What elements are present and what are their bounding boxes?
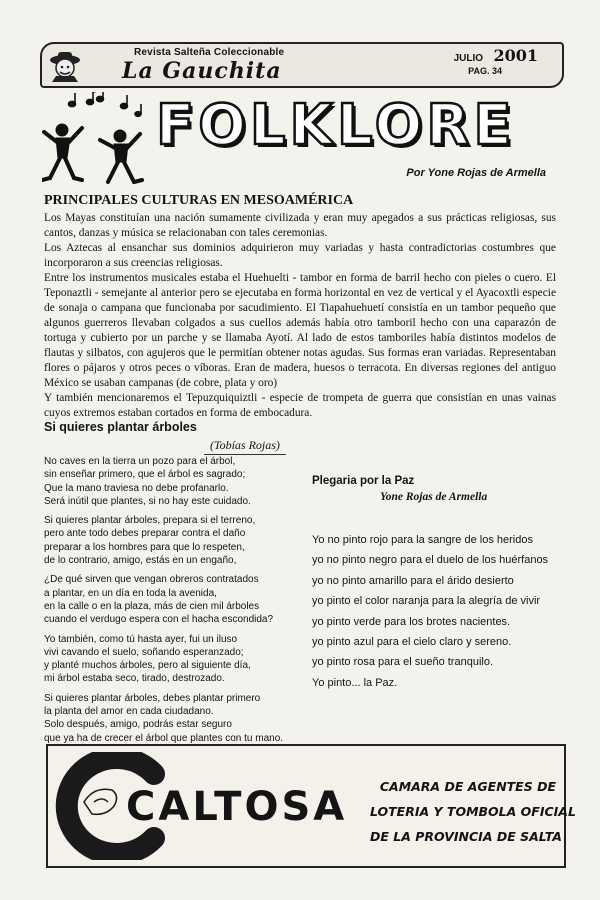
poem-stanza: [44, 633, 312, 686]
poem-line: Yo pinto... la Paz.: [312, 676, 398, 689]
poem-line: vivi cavando el suelo, soñando esperanzado;: [44, 646, 244, 658]
poem-line: a plantar, en un día en toda la avenida,: [44, 587, 217, 599]
sponsor-ad: [46, 744, 576, 868]
dancing-figures-icon: [42, 92, 162, 187]
magazine-title: La Gauchita: [122, 58, 282, 84]
poem1-title: Si quieres plantar árboles: [44, 420, 197, 434]
poem-line: yo pinto el color naranja para la alegría de vivir: [312, 595, 541, 608]
poem-line: sin enseñar primero, que el árbol es sagrado;: [44, 469, 246, 481]
poem-line: mi árbol estaba seco, tirado, destrozado.: [44, 673, 225, 685]
caltosa-logo-text: CALTOSA: [126, 784, 348, 830]
poem1-body: [44, 455, 312, 751]
poem2-body: [312, 530, 564, 693]
poem-line: yo pinto azul para el cielo claro y sereno.: [312, 636, 512, 649]
poem-line: Si quieres plantar árboles, prepara si el terreno,: [44, 515, 256, 527]
article-paragraph: Los Mayas constituían una nación sumamente civilizada y eran muy apegados a sus prácticas religiosas, sus cantos, danzas y música se relacionaban con tales ceremonias.: [44, 212, 556, 239]
poem2-title: Plegaria por la Paz: [312, 475, 415, 487]
article-paragraph: Entre los instrumentos musicales estaba el Huehuelti - tambor en forma de barril hecho con pieles o cuero. El Teponaztli - semejante al anterior pero se ejecutaba en forma horizontal en vez de vertical y el Ayacoxtli especie de sonaja o campana que funcionaba por sacudimiento. El Tiapahuehuetí consistía en un tambor pequeño que algunos guerreros llevaban colgados a sus cuellos además había otro tamboril hecho con una caparazón de tortuga y cubierto por un parche y se llamaba Ayotí. Al lado de estos tamboriles había distintos modelos de flautas y silbatos, con agujeros que le permitían obtener notas agudas. Sus formas eran variadas. Representaban flores o pájaros y otros peces o víboras. Eran de madera, huesos o terracota. En diversas regiones del antiguo México se usaban campanas (de cobre, plata y oro): [44, 272, 556, 389]
poem2-author: Yone Rojas de Armella: [380, 491, 488, 503]
poem-line: yo no pinto amarillo para el árido desierto: [312, 574, 514, 587]
poem-line: yo pinto rosa para el sueño tranquilo.: [312, 656, 494, 669]
gaucho-mascot-icon: [48, 48, 82, 82]
poem-line: de lo contrario, amigo, estás en un engaño,: [44, 555, 237, 567]
poem-line: y planté muchos árboles, pero al siguiente día,: [44, 660, 251, 672]
issue-year: 2001: [493, 46, 538, 65]
ad-line: CAMARA DE AGENTES DE: [379, 779, 556, 794]
article-paragraph: Y también mencionaremos el Tepuzquiquiztli - especie de trompeta de guerra que consistían en unas vainas cuyos extremos estaban cortados en forma de embocadura.: [44, 392, 556, 419]
poem-line: Solo después, amigo, podrás estar seguro: [44, 719, 232, 731]
ad-text: [370, 774, 576, 849]
poem-line: ¿De qué sirven que vengan obreros contratados: [44, 574, 259, 586]
poem-stanza: [44, 573, 312, 626]
issue-month: JULIO: [453, 53, 484, 64]
poem-line: preparar a los hombres para que lo respeten,: [44, 541, 245, 553]
article-heading: PRINCIPALES CULTURAS EN MESOAMÉRICA: [44, 193, 354, 208]
poem1-author: (Tobías Rojas): [210, 438, 280, 452]
poem-line: Que la mano traviesa no debe profanarlo.: [44, 482, 229, 494]
poem-line: pero ante todo debes preparar contra el daño: [44, 528, 246, 540]
poem-line: Yo también, como tú hasta ayer, fui un iluso: [44, 633, 238, 645]
poem-line: yo pinto verde para los brotes nacientes.: [312, 615, 511, 628]
page-number: PAG. 34: [468, 66, 502, 76]
poem-line: Si quieres plantar árboles, debes plantar primero: [44, 692, 261, 704]
poem-line: cuando el verdugo espera con el hacha escondida?: [44, 614, 274, 626]
poem-line: que ya ha de crecer el árbol que plantes con tu mano.: [44, 732, 284, 744]
ad-line: DE LA PROVINCIA DE SALTA: [370, 829, 562, 844]
article-paragraph: Los Aztecas al ensanchar sus dominios adquirieron muy variadas y hasta contradictorias costumbres que incorporaron a sus creencias religiosas.: [44, 242, 556, 269]
section-title: FOLKLORE: [156, 93, 516, 158]
poem-line: No caves en la tierra un pozo para el árbol,: [44, 456, 236, 467]
issue-date: [454, 46, 538, 66]
poem-line: Yo no pinto rojo para la sangre de los heridos: [312, 534, 533, 546]
poem-line: en la calle o en la plaza, más de cien mil árboles: [44, 600, 260, 612]
poem-line: yo no pinto negro para el duelo de los huérfanos: [312, 554, 549, 567]
ad-line: LOTERIA Y TOMBOLA OFICIAL: [370, 804, 576, 819]
poem-line: Será inútil que plantes, si no hay este cuidado.: [44, 495, 251, 507]
poem-stanza: [44, 692, 312, 745]
magazine-header: [40, 42, 564, 88]
poem-stanza: [44, 455, 312, 508]
magazine-subtitle: Revista Salteña Coleccionable: [134, 47, 285, 58]
section-author: Por Yone Rojas de Armella: [406, 167, 546, 179]
article-body: [44, 211, 556, 421]
poem-stanza: [44, 514, 312, 567]
poem-line: la planta del amor en cada ciudadano.: [44, 706, 214, 718]
